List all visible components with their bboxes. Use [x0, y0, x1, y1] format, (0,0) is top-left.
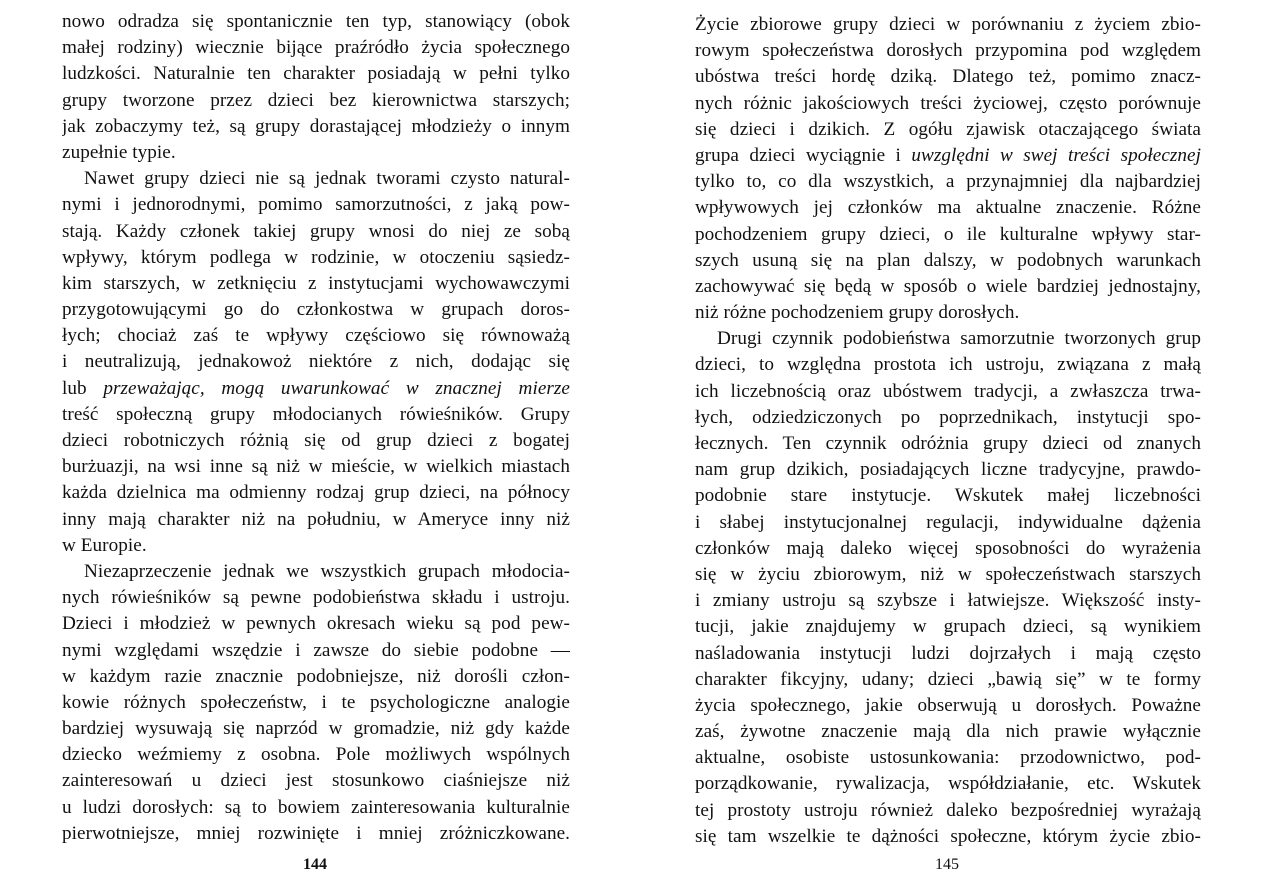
text-line: łecznych. Ten czynnik odróżnia grupy dzieci od znanych	[695, 433, 1201, 454]
text-line: pierwotniejsze, mniej rozwinięte i mniej zróżniczkowane.	[62, 822, 570, 844]
text-line: i słabej instytucjonalnej regulacji, indywidualne dążenia	[695, 511, 1201, 533]
text-line: życia społecznego, jakie obserwują u dorosłych. Poważne	[695, 694, 1201, 716]
text-line: jak zobaczymy też, są grupy dorastającej młodzieży o innym	[62, 115, 570, 137]
text-line: nowo odradza się spontanicznie ten typ, stanowiący (obok	[62, 11, 570, 32]
text-line: charakter fikcyjny, udany; dzieci „bawią się” w te formy	[695, 668, 1201, 690]
text-line: nam grup dzikich, posiadających liczne tradycyjne, prawdo-	[695, 459, 1201, 481]
text-line: małej rodziny) wiecznie bijące praźródło życia społecznego	[62, 37, 570, 59]
text-line: u ludzi dorosłych: są to bowiem zainteresowania kulturalnie	[62, 796, 570, 818]
text-line: tej prostoty ustroju również daleko bezpośredniej wyrażają	[695, 799, 1201, 821]
text-line: Drugi czynnik podobieństwa samorzutnie tworzonych grup	[717, 328, 1201, 350]
text-line: się tam wszelkie te dążności społeczne, którym życie zbio-	[695, 825, 1201, 847]
text-line: rowym społeczeństwa dorosłych przypomina pod względem	[695, 40, 1201, 62]
text-line: dziecko weźmiemy z osobna. Pole możliwych wspólnych	[62, 744, 570, 766]
text-line: porządkowanie, rywalizacja, współdziałanie, etc. Wskutek	[695, 773, 1201, 795]
text-line: szych usuną się na plan dalszy, w podobnych warunkach	[695, 249, 1201, 271]
italic-phrase: przeważając, mogą uwarunkować w znacznej mierze	[103, 377, 570, 399]
text-line: ludzkości. Naturalnie ten charakter posiadają w pełni tylko	[62, 63, 570, 85]
text-line: się dzieci i dzikich. Z ogółu zjawisk otaczającego świata	[695, 118, 1201, 140]
text-line: Nawet grupy dzieci nie są jednak tworami czysto natural-	[84, 168, 570, 190]
text-line: Niezaprzeczenie jednak we wszystkich grupach młodocia-	[84, 560, 570, 582]
text-line: podobnie stare instytucje. Wskutek małej liczebności	[695, 485, 1201, 507]
text-line: bardziej wysuwają się naprzód w gromadzie, niż gdy każde	[62, 718, 570, 740]
text-line: burżuazji, na wsi inne są niż w mieście, w wielkich miastach	[62, 456, 570, 478]
text-line: w każdym razie znacznie podobniejsze, niż dorośli człon-	[62, 665, 570, 687]
page-number: 144	[303, 856, 327, 873]
text-line: wpływowych jej członków ma aktualne znaczenie. Różne	[695, 197, 1201, 219]
text-line: kowie różnych społeczeństw, i te psychologiczne analogie	[62, 691, 570, 713]
text-line: kim starszych, w zetknięciu z instytucjami wychowawczymi	[62, 272, 570, 294]
text-line: zainteresowań u dzieci jest stosunkowo ciaśniejsze niż	[62, 770, 570, 792]
text-line: w Europie.	[62, 534, 147, 556]
text-line: łych; chociaż zaś te wpływy częściowo się równoważą	[62, 325, 570, 347]
text-line: zaś, żywotne znaczenie mają dla nich prawie wyłącznie	[695, 721, 1201, 743]
text-line: dzieci, to względna prostota ich ustroju, związana z małą	[695, 354, 1201, 376]
text-line: naśladowania instytucji ludzi dojrzałych i mają często	[695, 642, 1201, 664]
text-line: dzieci robotniczych różnią się od grup dzieci z bogatej	[62, 430, 570, 451]
text-line: pochodzeniem grupy dzieci, o ile kulturalne wpływy star-	[695, 223, 1201, 245]
text-line: stają. Każdy członek takiej grupy wnosi do niej ze sobą	[62, 220, 570, 242]
text-line: nymi względami wszędzie i zawsze do siebie podobne —	[62, 639, 570, 661]
text-line: niż różne pochodzeniem grupy dorosłych.	[695, 302, 1020, 324]
text-line: tucji, jakie znajdujemy w grupach dzieci, są wynikiem	[695, 616, 1201, 638]
page-number: 145	[935, 856, 959, 873]
text-line: treść społeczną grupy młodocianych rówieśników. Grupy	[62, 403, 570, 425]
text-line: nych różnic jakościowych treści życiowej, często porównuje	[695, 92, 1201, 114]
text-line-italic: lub przeważając, mogą uwarunkować w znacznej mierze	[62, 377, 570, 399]
text-line: i neutralizują, jednakowoż niektóre z nich, dodając się	[62, 351, 570, 373]
left-page	[0, 0, 631, 893]
text-line: i zmiany ustroju są szybsze i łatwiejsze. Większość insty-	[695, 590, 1201, 612]
text-line: każda dzielnica ma odmienny rodzaj grup dzieci, na północy	[62, 482, 570, 504]
text-line: przygotowującymi go do członkostwa w grupach doros-	[62, 299, 570, 321]
text-line: inny mają charakter niż na południu, w Ameryce inny niż	[62, 508, 570, 530]
text-line-italic: grupa dzieci wyciągnie i uwzględni w swej treści społecznej	[695, 144, 1201, 166]
text-line: grupy tworzone przez dzieci bez kierownictwa starszych;	[62, 89, 570, 111]
right-page	[631, 0, 1263, 893]
text-line: tylko to, co dla wszystkich, a przynajmniej dla najbardziej	[695, 171, 1201, 193]
text-line: się w życiu zbiorowym, niż w społeczeństwach starszych	[695, 563, 1201, 585]
text-line: ich liczebnością oraz ubóstwem tradycji, a zwłaszcza trwa-	[695, 380, 1201, 402]
left-page-text	[62, 9, 570, 847]
text-line: ubóstwa treści hordę dziką. Dlatego też, pomimo znacz-	[695, 66, 1201, 88]
right-page-text	[695, 12, 1201, 850]
text-line: zupełnie typie.	[62, 141, 176, 163]
text-line: Dzieci i młodzież w pewnych okresach wieku są pod pew-	[62, 613, 570, 635]
text-line: nymi i jednorodnymi, pomimo samorzutności, z jaką pow-	[62, 194, 570, 216]
text-line: członków mają daleko więcej sposobności do wyrażenia	[695, 537, 1201, 559]
text-line: Życie zbiorowe grupy dzieci w porównaniu z życiem zbio-	[695, 14, 1201, 35]
text-line: zachowywać się będą w sposób o wiele bardziej jednostajny,	[695, 275, 1201, 297]
text-line: łych, odziedziczonych po poprzednikach, instytucji spo-	[695, 406, 1201, 428]
italic-phrase: uwzględni w swej treści społecznej	[911, 144, 1201, 166]
text-line: aktualne, osobiste ustosunkowania: przodownictwo, pod-	[695, 747, 1201, 769]
text-line: wpływy, którym podlega w rodzinie, w otoczeniu sąsiedz-	[62, 246, 570, 268]
text-line: nych rówieśników są pewne podobieństwa składu i ustroju.	[62, 587, 570, 609]
